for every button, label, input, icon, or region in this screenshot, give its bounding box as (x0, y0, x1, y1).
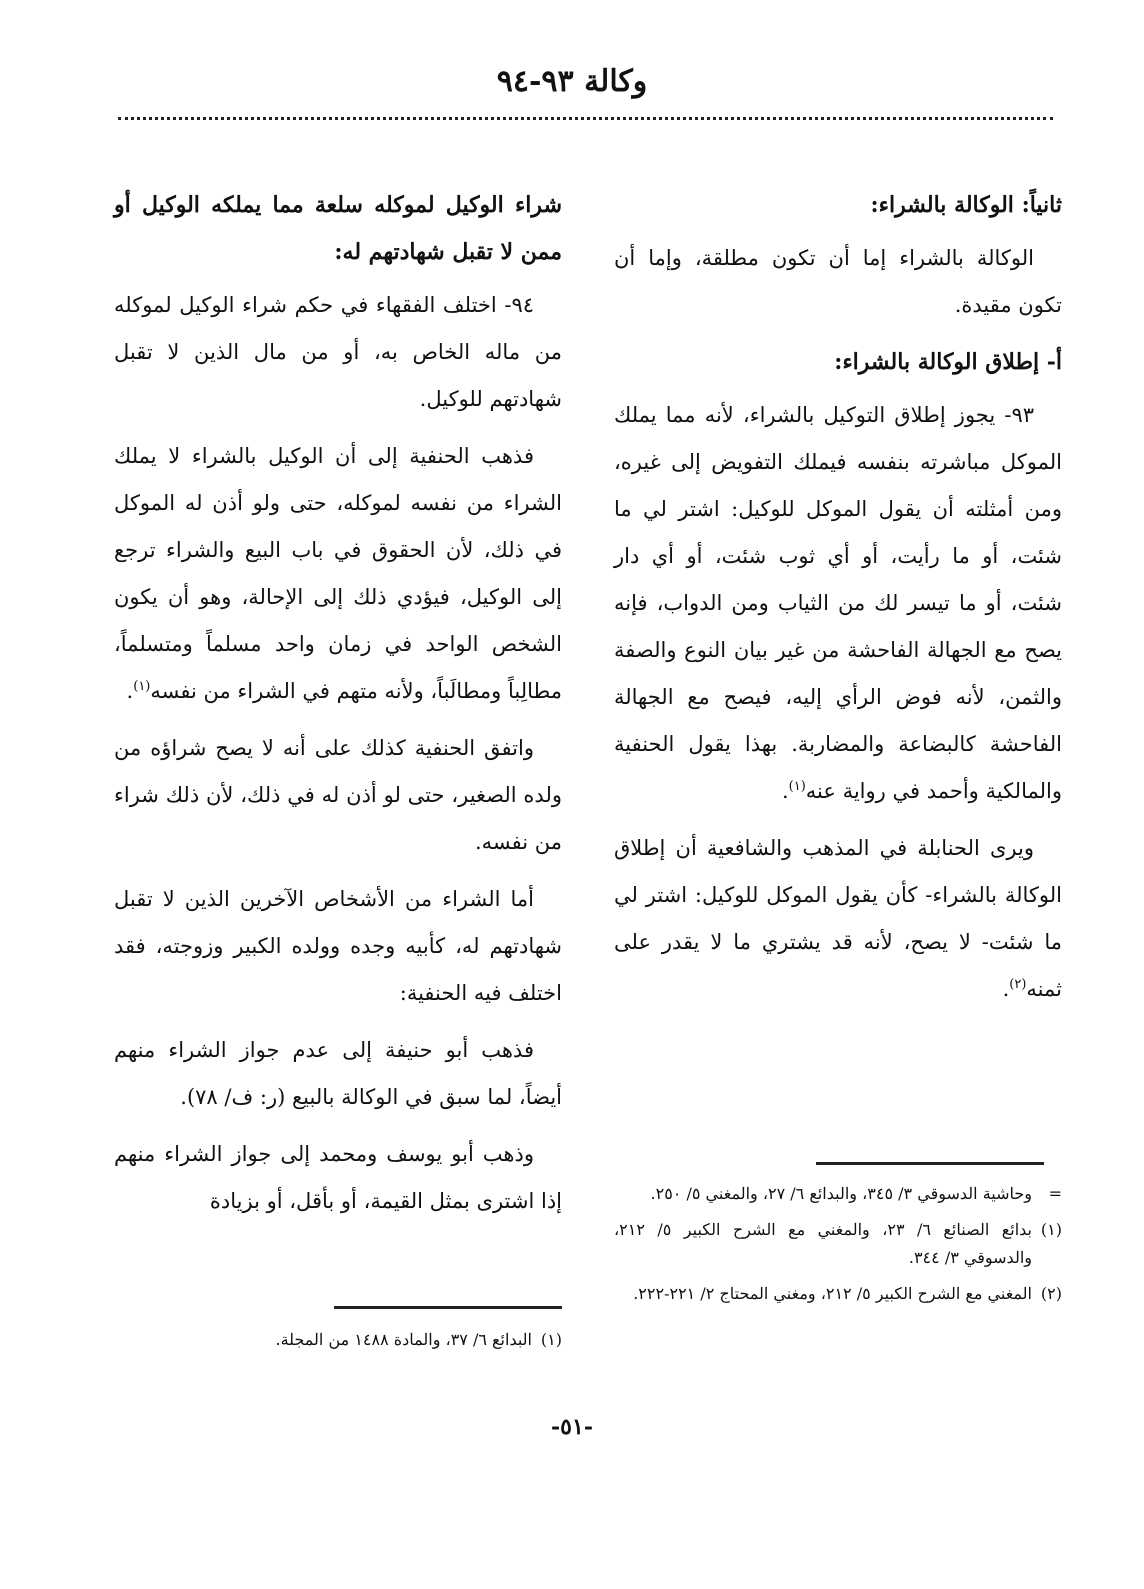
paragraph-hanafi-text: فذهب الحنفية إلى أن الوكيل بالشراء لا يملك الشراء من نفسه لموكله، حتى ولو أذن له الموكل في ذلك، لأن الحقوق في باب البيع والشراء ترجع إلى الوكيل، فيؤدي ذلك إلى الإحالة، وهو أن يكون الشخص الواحد في زمان واحد مسلماً ومتسلماً، مطالِباً ومطالَباً، ولأنه متهم في الشراء من نفسه (114, 444, 562, 703)
footnote-rule-left (334, 1306, 562, 1309)
section-heading-purchase-agency: ثانياً: الوكالة بالشراء: (870, 192, 1062, 218)
left-column (114, 182, 562, 1235)
paragraph-93-text: ٩٣- يجوز إطلاق التوكيل بالشراء، لأنه مما يملك الموكل مباشرته بنفسه فيملك التفويض إلى غيره، ومن أمثلته أن يقول الموكل للوكيل: اشتر لي ما شئت، أو ما رأيت، أو أي ثوب شئت، أو أي دار شئت، أو ما تيسر لك من الثياب ومن الدواب، فإنه يصح مع الجهالة الفاحشة من غير بيان النوع والصفة والثمن، لأنه فوض الرأي إليه، فيصح مع الجهالة الفاحشة كالبضاعة والمضاربة. بهذا يقول الحنفية والمالكية وأحمد في رواية عنه (614, 403, 1062, 803)
footnotes-left (114, 1326, 562, 1362)
paragraph-abu-hanifa: فذهب أبو حنيفة إلى عدم جواز الشراء منهم أيضاً، لما سبق في الوكالة بالبيع (ر: ف/ ٧٨). (114, 1038, 562, 1109)
heading-agent-buying-own-goods: شراء الوكيل لموكله سلعة مما يملكه الوكيل أو ممن لا تقبل شهادتهم له: (114, 192, 562, 265)
footnote-ref-left-1[interactable]: (١) (133, 679, 151, 694)
paragraph-other-persons: أما الشراء من الأشخاص الآخرين الذين لا تقبل شهادتهم له، كأبيه وجده وولده الكبير وزوجته، فقد اختلف فيه الحنفية: (114, 887, 562, 1005)
paragraph-93: ٩٣- يجوز إطلاق التوكيل بالشراء، لأنه مما يملك الموكل مباشرته بنفسه فيملك التفويض إلى غيره، ومن أمثلته أن يقول الموكل للوكيل: اشتر لي ما شئت، أو ما رأيت، أو أي ثوب شئت، أو أي دار شئت، أو ما تيسر لك من الثياب ومن الدواب، فإنه يصح مع الجهالة الفاحشة من غير بيان النوع والصفة والثمن، لأنه فوض الرأي إليه، فيصح مع الجهالة الفاحشة كالبضاعة والمضاربة. بهذا يقول الحنفية والمالكية وأحمد في رواية عنه$^{(١)}$. (614, 403, 1062, 803)
footnote-marker: (٢) (1040, 1284, 1062, 1303)
paragraph-agreement: واتفق الحنفية كذلك على أنه لا يصح شراؤه من ولده الصغير، حتى لو أذن له في ذلك، لأن ذلك شراء من نفسه. (114, 736, 562, 854)
subheading-unrestricted-agency: أ- إطلاق الوكالة بالشراء: (834, 349, 1062, 375)
running-head: وكالة ٩٣-٩٤ (496, 64, 648, 99)
footnote-item (614, 1280, 1062, 1308)
footnote-text: البدائع ٦/ ٣٧، والمادة ١٤٨٨ من المجلة. (275, 1330, 532, 1349)
footnote-marker: = (1048, 1184, 1062, 1203)
paragraph-94: ٩٤- اختلف الفقهاء في حكم شراء الوكيل لموكله من ماله الخاص به، أو من مال الذين لا تقبل شهادتهم للوكيل. (114, 293, 562, 411)
right-column (614, 182, 1062, 1023)
footnote-text: بدائع الصنائع ٦/ ٢٣، والمغني مع الشرح الكبير ٥/ ٢١٢، والدسوقي ٣/ ٣٤٤. (614, 1220, 1032, 1267)
footnote-ref-2[interactable]: (٢) (1009, 977, 1027, 992)
footnote-item (614, 1216, 1062, 1272)
footnote-item (114, 1326, 562, 1354)
footnote-marker: (١) (540, 1330, 562, 1349)
paragraph-hanabila (614, 825, 1062, 1013)
footnote-ref-1[interactable]: (١) (788, 779, 806, 794)
footnotes-right (614, 1180, 1062, 1316)
paragraph-hanabila-text: ويرى الحنابلة في المذهب والشافعية أن إطلاق الوكالة بالشراء- كأن يقول الموكل للوكيل: اشتر لي ما شئت- لا يصح، لأنه قد يشتري ما لا يقدر على ثمنه (614, 836, 1062, 1001)
paragraph-abu-yusuf: وذهب أبو يوسف ومحمد إلى جواز الشراء منهم إذا اشترى بمثل القيمة، أو بأقل، أو بزيادة (114, 1142, 562, 1213)
footnote-text: المغني مع الشرح الكبير ٥/ ٢١٢، ومغني المحتاج ٢/ ٢٢١-٢٢٢. (633, 1284, 1032, 1303)
paragraph-hanabila-end: . (1002, 977, 1010, 1001)
footnote-text: وحاشية الدسوقي ٣/ ٣٤٥، والبدائع ٦/ ٢٧، والمغني ٥/ ٢٥٠. (650, 1184, 1032, 1203)
intro-paragraph: الوكالة بالشراء إما أن تكون مطلقة، وإما أن تكون مقيدة. (614, 246, 1062, 317)
footnote-item (614, 1180, 1062, 1208)
paragraph-hanafi-end: . (126, 679, 134, 703)
header-dotted-rule (118, 117, 1053, 120)
footnote-rule-right (816, 1162, 1044, 1165)
paragraph-hanafi (114, 433, 562, 715)
page-number: -٥١- (551, 1414, 593, 1440)
footnote-marker: (١) (1040, 1220, 1062, 1239)
